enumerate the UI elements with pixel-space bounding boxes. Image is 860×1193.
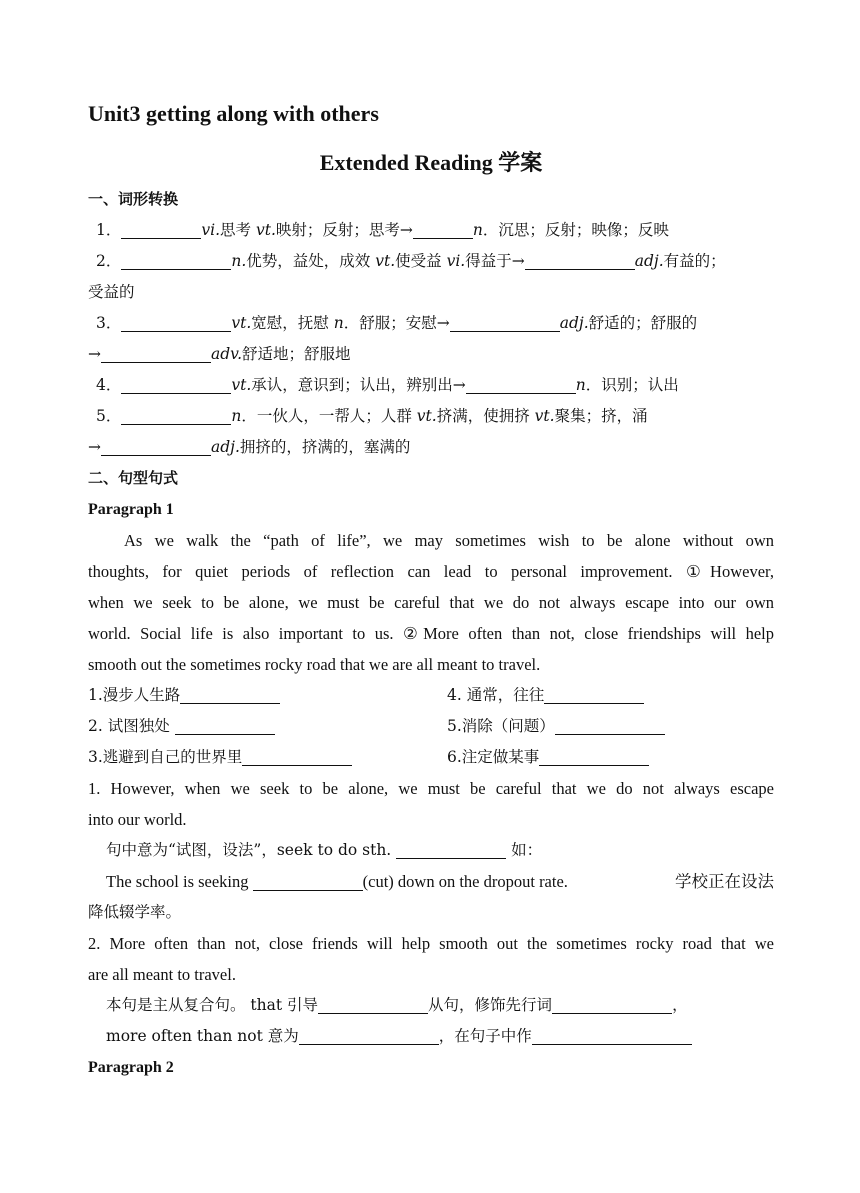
definition: 挤满，使拥挤 [436,407,535,425]
pos-tag: adj. [211,438,240,456]
question-1-note [88,835,774,866]
phrase-prompt: 3.逃避到自己的世界里 [88,748,243,766]
pos-tag: adj. [634,252,664,270]
passage-line: As we walk the “path of life”, we may sometimes wish to be alone without own [124,531,774,550]
definition: 拥挤的，挤满的，塞满的 [239,438,411,456]
answer-blank[interactable] [318,995,428,1014]
answer-blank[interactable] [121,251,231,270]
word-item-2-continued: 受益的 [88,283,135,301]
word-item-5-continued [88,432,774,463]
passage-line: thoughts, for quiet periods of reflection can lead to personal improvement. ①However, [88,562,774,581]
definition: 承认，意识到；认出，辨别出→ [251,376,466,394]
word-item-3-continued [88,339,774,370]
word-item-5 [88,401,774,432]
item-number: 3． [96,314,122,332]
pos-tag: vt. [416,407,437,425]
pos-tag: adj. [559,314,589,332]
answer-blank[interactable] [253,872,363,891]
answer-blank[interactable] [466,375,576,394]
phrase-prompt: 1.漫步人生路 [88,686,181,704]
example-text: The school is seeking [106,872,253,891]
note-text: ， [672,996,688,1014]
arrow: → [88,438,101,456]
page-title: Unit3 getting along with others [88,101,379,126]
pos-tag: n [333,314,344,332]
note-text: 本句是主从复合句。 that 引导 [106,996,319,1014]
answer-blank[interactable] [532,1026,692,1045]
answer-blank[interactable] [180,685,280,704]
example-text: (cut) down on the dropout rate. [362,872,568,891]
passage-line: when we seek to be alone, we must be careful that we do not always escape into our own [88,593,774,612]
answer-blank[interactable] [121,375,231,394]
phrase-prompt: 4. 通常，往往 [447,686,545,704]
definition: 使受益 [395,252,447,270]
phrase-prompt: 6.注定做某事 [447,748,540,766]
word-item-1 [88,215,774,246]
definition: ．一伙人，一帮人；人群 [241,407,417,425]
passage-line: world. Social life is also important to us. ②More often than not, close friendships will help [88,624,774,643]
pos-tag: vt. [231,314,252,332]
answer-blank[interactable] [121,220,201,239]
answer-blank[interactable] [552,995,672,1014]
pos-tag: vt. [255,221,276,239]
arrow: → [88,345,101,363]
phrase-prompt: 2. 试图独处 [88,717,175,735]
section1-heading: 一、词形转换 [88,190,179,208]
note-text: ，在句子中作 [438,1027,532,1045]
phrase-prompt: 5.消除（问题） [447,717,555,735]
example-translation: 学校正在设法 [675,872,774,891]
phrase-row [88,680,774,711]
word-item-4 [88,370,774,401]
answer-blank[interactable] [101,437,211,456]
pos-tag: n [575,376,586,394]
definition: 舒适地；舒服地 [242,345,351,363]
pos-tag: vt. [375,252,396,270]
pos-tag: vt. [231,376,252,394]
answer-blank[interactable] [450,313,560,332]
item-number: 2． [96,252,122,270]
question-1-example-cont: 降低辍学率。 [88,903,182,921]
pos-tag: adv. [211,345,243,363]
item-number: 1． [96,221,122,239]
definition: ．沉思；反射；映像；反映 [482,221,669,239]
pos-tag: n. [231,252,247,270]
answer-blank[interactable] [396,840,506,859]
word-item-3 [88,308,774,339]
answer-blank[interactable] [525,251,635,270]
definition: 优势，益处，成效 [246,252,376,270]
question-1-line: 1. However, when we seek to be alone, we must be careful that we do not always escape [88,779,774,798]
answer-blank[interactable] [175,716,275,735]
answer-blank[interactable] [299,1026,439,1045]
note-text: 从句，修饰先行词 [428,996,553,1014]
definition: 映射；反射；思考→ [275,221,413,239]
item-number: 4． [96,376,122,394]
page-subtitle: Extended Reading 学案 [319,150,543,175]
answer-blank[interactable] [539,747,649,766]
definition: 聚集；挤，涌 [554,407,648,425]
answer-blank[interactable] [121,406,231,425]
question-2-line: 2. More often than not, close friends will help smooth out the sometimes rocky road that we [88,934,774,953]
answer-blank[interactable] [101,344,211,363]
note-text: 句中意为“试图，设法”，seek to do sth. [106,841,397,859]
section2-heading: 二、句型句式 [88,469,179,487]
definition: 舒适的；舒服的 [588,314,698,332]
question-1-line: into our world. [88,810,187,829]
answer-blank[interactable] [555,716,665,735]
pos-tag: n [231,407,242,425]
definition: 得益于→ [465,252,525,270]
question-2-line: are all meant to travel. [88,965,236,984]
phrase-row [88,742,774,773]
phrase-row [88,711,774,742]
definition: 思考 [220,221,256,239]
question-2-note [88,1021,774,1052]
pos-tag: n [472,221,483,239]
question-1-example [88,866,774,897]
definition: 宽慰，抚慰 [251,314,334,332]
pos-tag: vt. [534,407,555,425]
answer-blank[interactable] [413,220,473,239]
word-item-2 [88,246,774,277]
answer-blank[interactable] [544,685,644,704]
question-2-note [88,990,774,1021]
answer-blank[interactable] [121,313,231,332]
paragraph1-label: Paragraph 1 [88,501,174,518]
answer-blank[interactable] [242,747,352,766]
paragraph2-label: Paragraph 2 [88,1059,174,1076]
note-text: more often than not 意为 [106,1027,299,1045]
passage-line: smooth out the sometimes rocky road that we are all meant to travel. [88,655,541,674]
definition: 有益的； [663,252,726,270]
definition: ．识别；认出 [585,376,679,394]
pos-tag: vi. [446,252,466,270]
item-number: 5． [96,407,122,425]
worksheet-page [88,96,774,1083]
pos-tag: vi. [201,221,221,239]
note-text: 如： [506,841,543,859]
definition: ．舒服；安慰→ [343,314,450,332]
